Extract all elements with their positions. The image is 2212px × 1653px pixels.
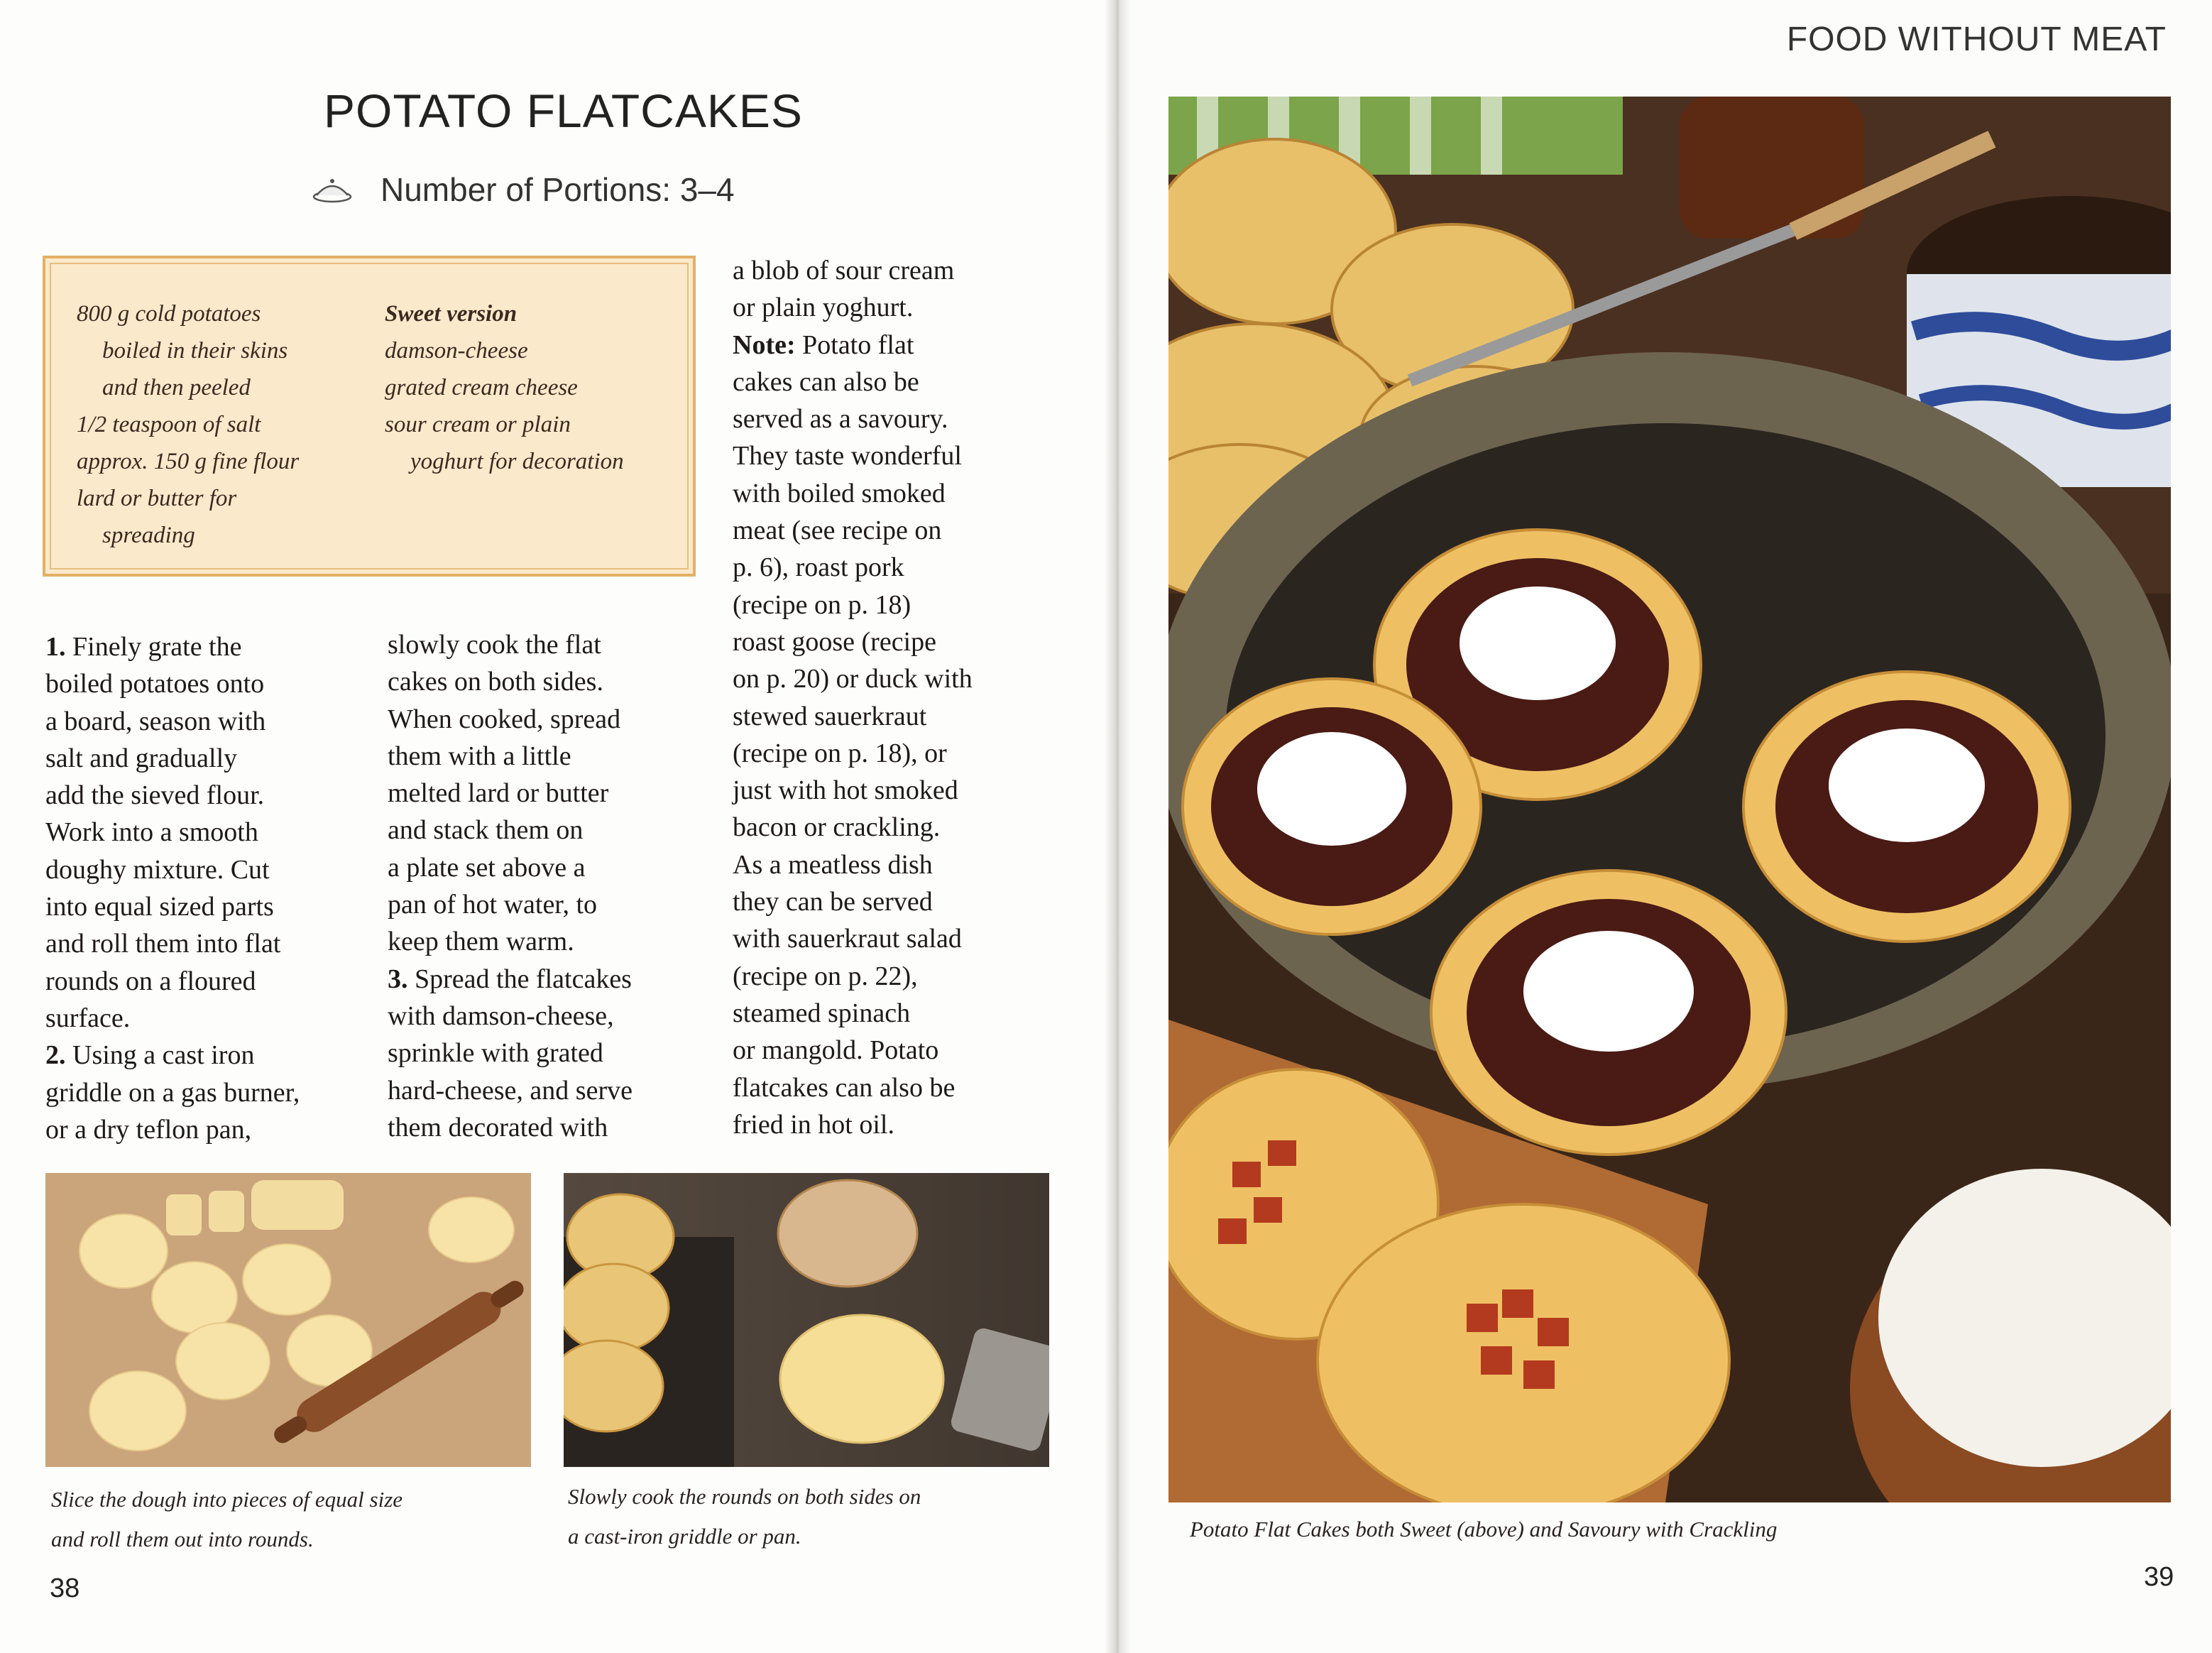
method-line bbox=[45, 740, 300, 777]
method-line bbox=[388, 812, 633, 849]
method-line bbox=[45, 1000, 300, 1037]
method-line bbox=[388, 738, 633, 775]
step-text: or mangold. Potato bbox=[733, 1035, 939, 1066]
step-text: with sauerkraut salad bbox=[733, 924, 962, 954]
step-text: flatcakes can also be bbox=[733, 1072, 956, 1103]
caption-main-photo: Potato Flat Cakes both Sweet (above) and Savoury with Crackling bbox=[1190, 1517, 1778, 1542]
method-line bbox=[45, 888, 300, 925]
method-line bbox=[733, 587, 973, 623]
step-text: salt and gradually bbox=[45, 743, 238, 773]
method-line bbox=[45, 777, 300, 814]
step-text: (recipe on p. 18) bbox=[733, 589, 911, 620]
step-text: Spread the flatcakes bbox=[407, 964, 632, 994]
recipe-title: POTATO FLATCAKES bbox=[324, 84, 803, 137]
step-text: or a dry teflon pan, bbox=[45, 1114, 252, 1145]
step-text: cakes on both sides. bbox=[388, 667, 603, 697]
method-line bbox=[733, 252, 973, 289]
step-number: 3. bbox=[388, 964, 408, 994]
method-line bbox=[733, 735, 973, 772]
method-line bbox=[388, 775, 633, 812]
step-text: fried in hot oil. bbox=[733, 1109, 894, 1140]
step-text: and roll them into flat bbox=[45, 929, 281, 959]
method-column-2 bbox=[388, 626, 633, 1146]
method-line bbox=[733, 1106, 973, 1143]
step-text: roast goose (recipe bbox=[733, 626, 936, 657]
step-text: They taste wonderful bbox=[733, 441, 962, 471]
step-number: Note: bbox=[733, 329, 796, 360]
caption-line: and roll them out into rounds. bbox=[51, 1527, 314, 1551]
ingredient-line: damson-cheese bbox=[385, 338, 528, 364]
ingredient-line: 1/2 teaspoon of salt bbox=[77, 412, 261, 437]
portions-label: Number of Portions: 3–4 bbox=[380, 171, 735, 208]
covered-dish-icon bbox=[312, 175, 352, 204]
portions-line bbox=[312, 170, 735, 209]
step-text: cakes can also be bbox=[733, 366, 919, 397]
method-line bbox=[733, 995, 973, 1032]
method-line bbox=[388, 923, 633, 960]
step-text: served as a savoury. bbox=[733, 404, 948, 435]
method-line bbox=[45, 851, 300, 888]
method-line bbox=[733, 698, 973, 735]
method-line bbox=[733, 1069, 973, 1106]
photo-rolling-dough bbox=[45, 1173, 531, 1467]
ingredients-main bbox=[77, 295, 299, 554]
step-text: a blob of sour cream bbox=[733, 256, 955, 285]
method-line bbox=[733, 327, 973, 364]
caption-griddle bbox=[568, 1477, 921, 1556]
step-text: pan of hot water, to bbox=[388, 890, 598, 920]
step-text: When cooked, spread bbox=[388, 704, 621, 734]
ingredient-line: sour cream or plain bbox=[385, 412, 571, 437]
step-text: p. 6), roast pork bbox=[733, 552, 904, 583]
method-line bbox=[733, 512, 973, 549]
step-text: sprinkle with grated bbox=[388, 1038, 603, 1069]
step-text: Using a cast iron bbox=[65, 1040, 255, 1071]
step-text: them with a little bbox=[388, 741, 571, 771]
step-text: steamed spinach bbox=[733, 998, 911, 1028]
method-line bbox=[733, 289, 973, 326]
ingredients-sweet bbox=[385, 295, 624, 480]
method-line bbox=[45, 1111, 300, 1148]
step-text: with boiled smoked bbox=[733, 478, 946, 508]
step-number: 2. bbox=[45, 1040, 66, 1071]
method-line bbox=[733, 1032, 973, 1069]
running-head: FOOD WITHOUT MEAT bbox=[1786, 21, 2167, 58]
method-line bbox=[733, 883, 973, 920]
method-column-3 bbox=[733, 252, 973, 1143]
step-text: doughy mixture. Cut bbox=[45, 854, 270, 885]
step-text: on p. 20) or duck with bbox=[733, 664, 973, 694]
step-text: hard-cheese, and serve bbox=[388, 1075, 633, 1106]
ingredient-line: boiled in their skins bbox=[102, 338, 288, 364]
ingredient-line: grated cream cheese bbox=[385, 375, 578, 400]
method-line bbox=[733, 920, 973, 957]
method-line bbox=[733, 475, 973, 512]
method-line bbox=[388, 1072, 633, 1109]
page-number-left: 38 bbox=[50, 1573, 80, 1603]
step-number: 1. bbox=[45, 632, 66, 662]
step-text: they can be served bbox=[733, 887, 933, 917]
step-text: and stack them on bbox=[388, 815, 584, 846]
method-line bbox=[388, 1109, 633, 1146]
caption-line: Slowly cook the rounds on both sides on bbox=[568, 1484, 921, 1509]
step-text: a board, season with bbox=[45, 706, 266, 736]
method-line bbox=[45, 628, 300, 665]
step-text: into equal sized parts bbox=[45, 892, 274, 922]
method-line bbox=[733, 809, 973, 846]
ingredient-line: yoghurt for decoration bbox=[410, 449, 624, 474]
method-line bbox=[388, 998, 633, 1035]
method-line bbox=[45, 1037, 300, 1074]
step-text: (recipe on p. 22), bbox=[733, 961, 918, 991]
method-line bbox=[388, 961, 633, 998]
method-line bbox=[388, 886, 633, 923]
step-text: or plain yoghurt. bbox=[733, 293, 914, 323]
step-text: keep them warm. bbox=[388, 927, 574, 957]
method-line bbox=[45, 963, 300, 1000]
step-text: (recipe on p. 18), or bbox=[733, 738, 947, 768]
method-line bbox=[388, 626, 633, 663]
photo-griddle bbox=[564, 1173, 1049, 1467]
book-spine bbox=[1105, 0, 1130, 1653]
photo-potato-flat-cakes bbox=[1168, 97, 2171, 1502]
caption-line: Slice the dough into pieces of equal size bbox=[51, 1487, 403, 1512]
step-text: them decorated with bbox=[388, 1112, 608, 1142]
step-text: stewed sauerkraut bbox=[733, 701, 927, 731]
ingredient-line: 800 g cold potatoes bbox=[77, 301, 261, 327]
step-text: slowly cook the flat bbox=[388, 630, 601, 660]
step-text: surface. bbox=[45, 1003, 131, 1033]
step-text: griddle on a gas burner, bbox=[45, 1077, 300, 1108]
caption-rolling-dough bbox=[51, 1480, 403, 1559]
step-text: a plate set above a bbox=[388, 852, 586, 883]
method-line bbox=[388, 663, 633, 700]
method-line bbox=[45, 665, 300, 702]
step-text: add the sieved flour. bbox=[45, 780, 265, 811]
step-text: boiled potatoes onto bbox=[45, 669, 265, 699]
method-line bbox=[733, 958, 973, 995]
method-line bbox=[45, 1074, 300, 1111]
step-text: just with hot smoked bbox=[733, 775, 958, 806]
method-line bbox=[45, 814, 300, 851]
step-text: Finely grate the bbox=[65, 632, 242, 662]
step-text: meat (see recipe on bbox=[733, 515, 942, 546]
method-column-1 bbox=[45, 628, 300, 1148]
step-text: As a meatless dish bbox=[733, 849, 933, 880]
ingredient-line: approx. 150 g fine flour bbox=[77, 449, 300, 474]
method-line bbox=[45, 925, 300, 962]
method-line bbox=[733, 660, 973, 697]
method-line bbox=[733, 772, 973, 809]
step-text: rounds on a floured bbox=[45, 966, 256, 996]
page-number-right: 39 bbox=[2144, 1562, 2174, 1592]
step-text: with damson-cheese, bbox=[388, 1000, 614, 1031]
ingredients-box bbox=[43, 256, 696, 577]
step-text: melted lard or butter bbox=[388, 778, 609, 809]
method-line bbox=[733, 364, 973, 400]
ingredient-line: spreading bbox=[102, 523, 195, 548]
sweet-version-heading: Sweet version bbox=[385, 301, 518, 327]
method-line bbox=[388, 849, 633, 886]
method-line bbox=[388, 701, 633, 738]
step-text: Work into a smooth bbox=[45, 817, 258, 848]
caption-line: a cast-iron griddle or pan. bbox=[568, 1524, 801, 1549]
method-line bbox=[45, 703, 300, 740]
method-line bbox=[733, 400, 973, 437]
step-text: Potato flat bbox=[795, 329, 914, 360]
method-line bbox=[388, 1035, 633, 1071]
method-line bbox=[733, 437, 973, 474]
method-line bbox=[733, 623, 973, 660]
ingredient-line: and then peeled bbox=[102, 375, 251, 400]
method-line bbox=[733, 549, 973, 586]
method-line bbox=[733, 846, 973, 883]
step-text: bacon or crackling. bbox=[733, 812, 941, 843]
ingredient-line: lard or butter for bbox=[77, 486, 237, 511]
